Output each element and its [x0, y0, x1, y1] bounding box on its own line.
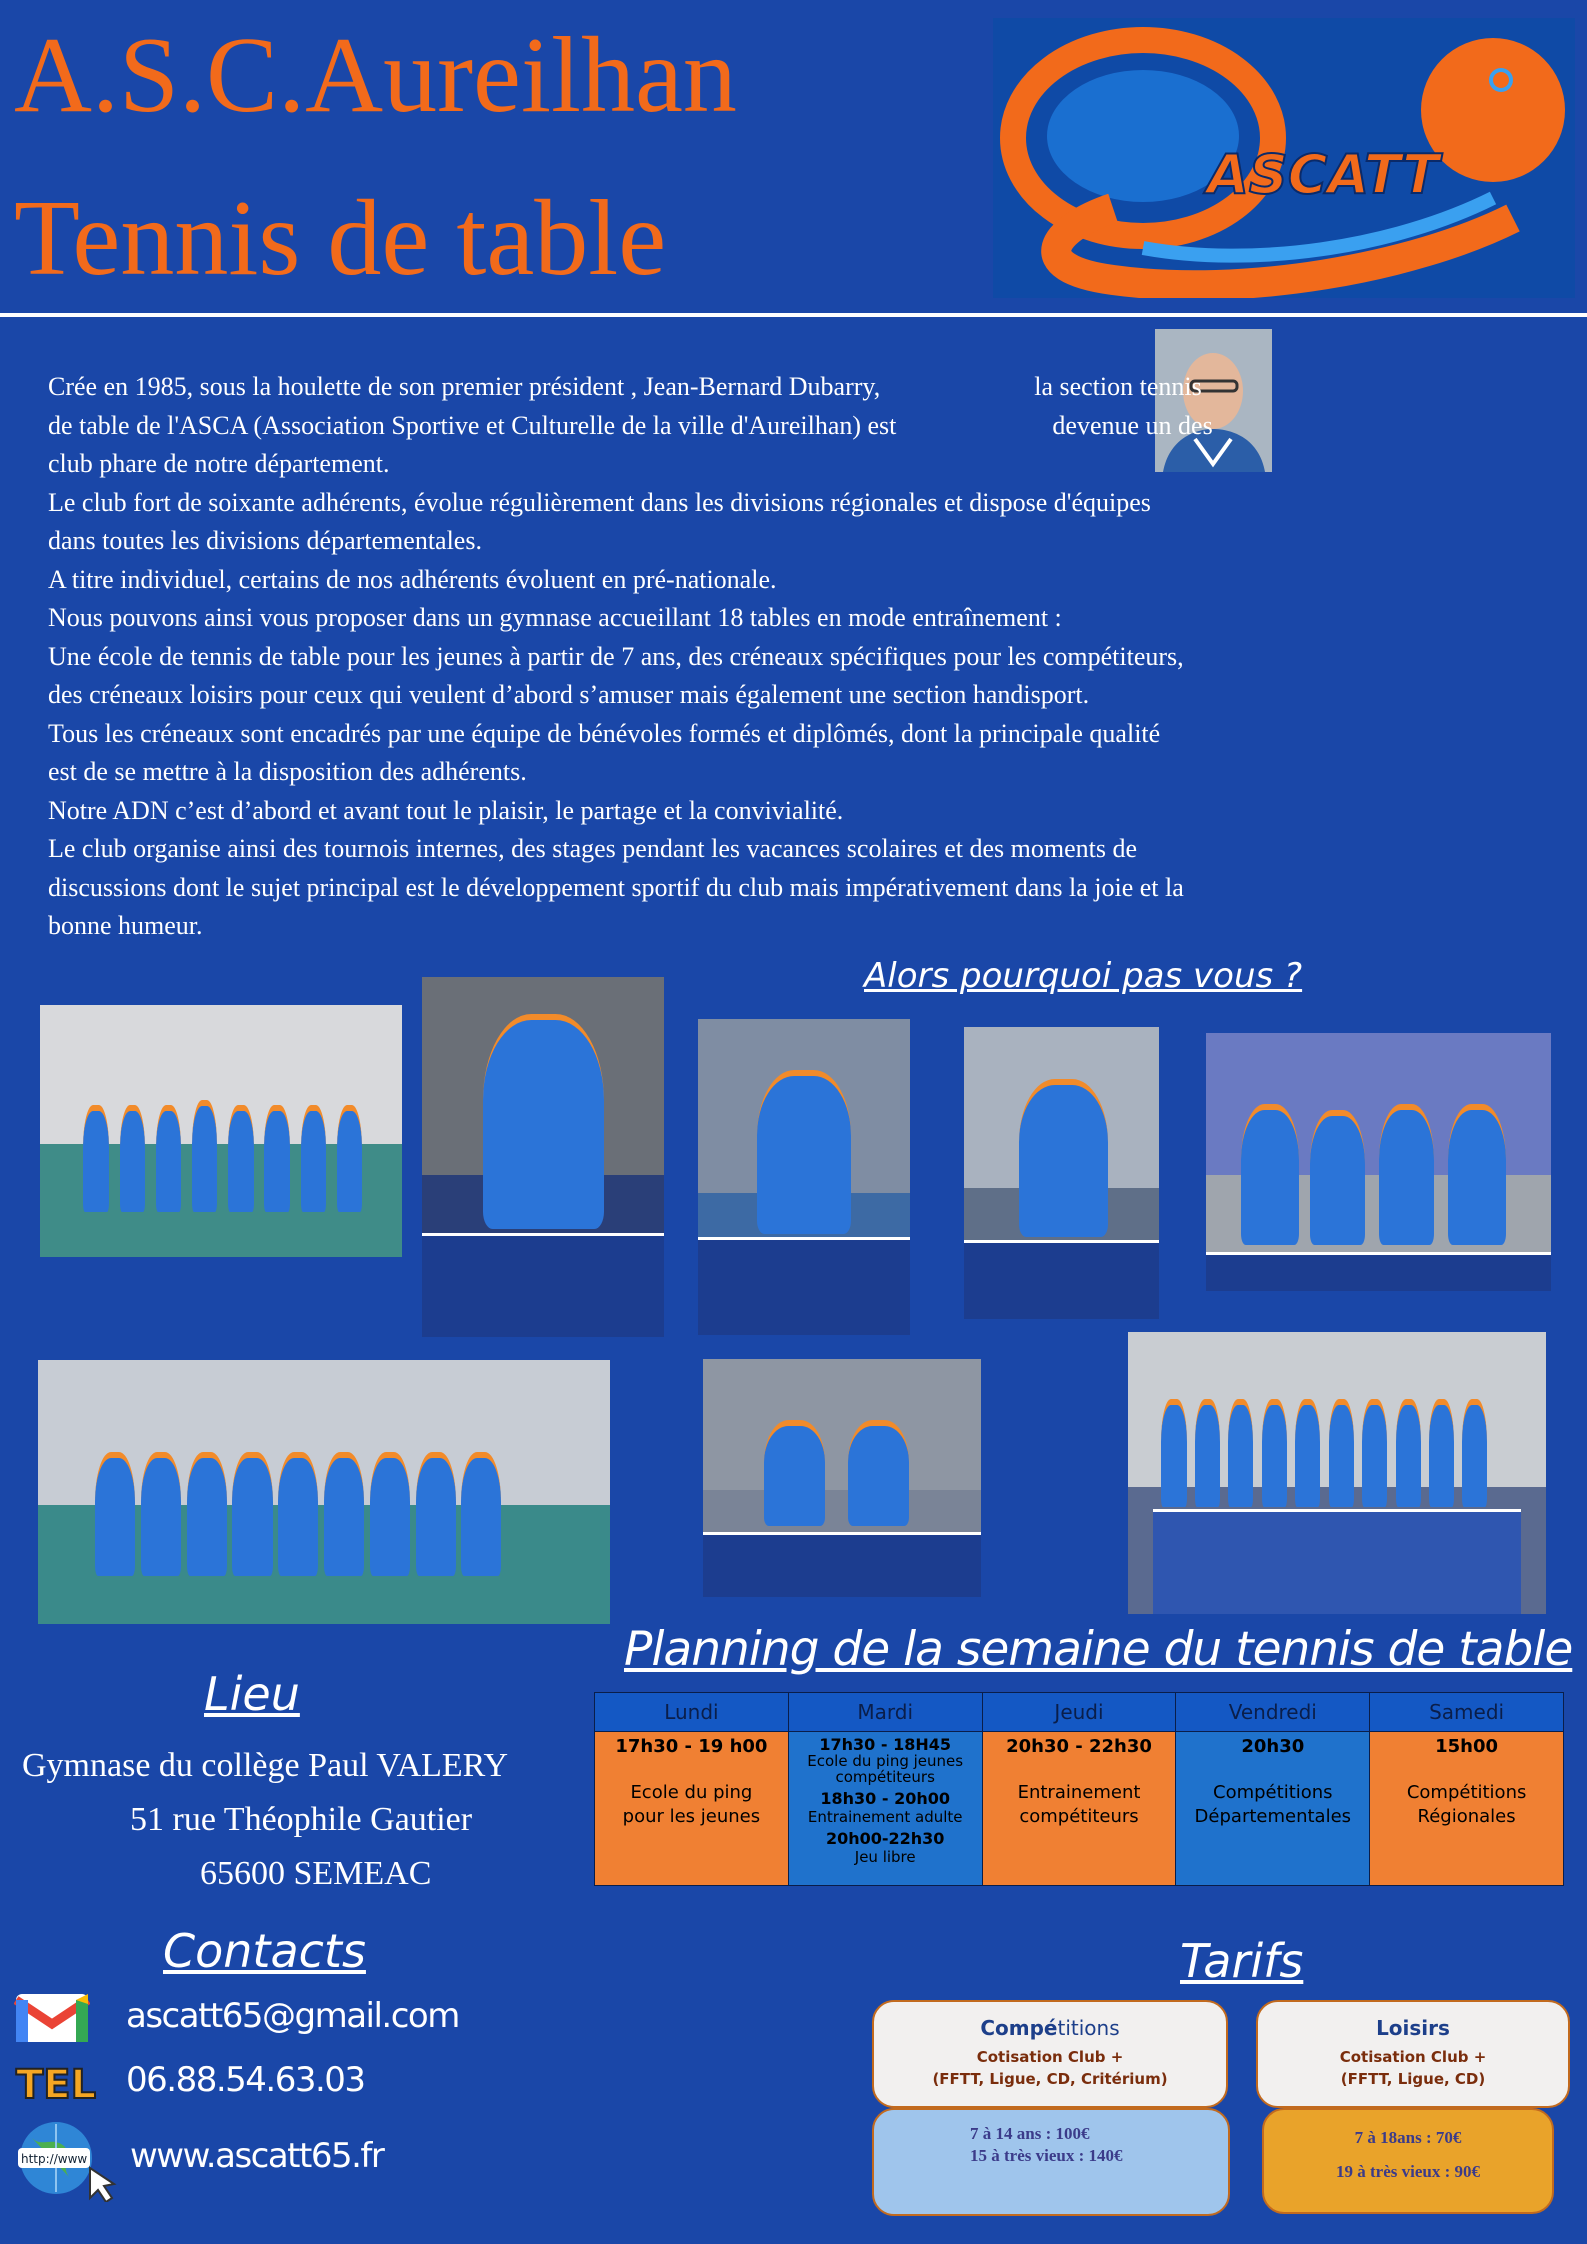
- club-presentation: [48, 368, 1553, 946]
- young-player-photo: [698, 1019, 910, 1335]
- schedule-cell-samedi: 15h00 Compétitions Régionales: [1370, 1732, 1564, 1886]
- intro-line: Le club organise ainsi des tournois internes, des stages pendant les vacances scolaires et des moments de: [48, 834, 1138, 863]
- website-link[interactable]: www.ascatt65.fr: [130, 2136, 384, 2176]
- intro-line: club phare de notre département.: [48, 449, 390, 478]
- handisport-photo: [703, 1359, 981, 1597]
- tarifs-heading: Tarifs: [1180, 1934, 1304, 1988]
- youth-school-photo: [1128, 1332, 1546, 1614]
- intro-line: bonne humeur.: [48, 911, 203, 940]
- title-section-name: Tennis de table: [14, 179, 667, 298]
- schedule-cell-mardi: 17h30 - 18H45 Ecole du ping jeunes compétiteurs 18h30 - 20h00 Entrainement adulte 20h00-22h30 Jeu libre: [788, 1732, 982, 1886]
- competitions-prices: 7 à 14 ans : 100€ 15 à très vieux : 140€: [872, 2108, 1230, 2216]
- header-divider: [0, 313, 1587, 317]
- junior-player-photo: [964, 1027, 1159, 1319]
- schedule-cell-jeudi: 20h30 - 22h30 Entrainement compétiteurs: [982, 1732, 1176, 1886]
- tel-icon-text: TEL: [16, 2062, 97, 2106]
- player-photo: [422, 977, 664, 1337]
- address-city: 65600 SEMEAC: [200, 1855, 432, 1892]
- email-link[interactable]: ascatt65@gmail.com: [126, 1996, 459, 2036]
- address-venue: Gymnase du collège Paul VALERY: [22, 1747, 509, 1784]
- gmail-icon: [14, 1990, 90, 2044]
- competitions-card-header: Compétitions Cotisation Club + (FFTT, Ligue, CD, Critérium): [872, 2000, 1228, 2108]
- intro-line: Nous pouvons ainsi vous proposer dans un gymnase accueillant 18 tables en mode entraînement :: [48, 603, 1062, 632]
- loisirs-prices: 7 à 18ans : 70€ 19 à très vieux : 90€: [1262, 2108, 1554, 2214]
- url-icon-text: http://www: [21, 2152, 88, 2166]
- title-club-name: A.S.C.Aureilhan: [14, 16, 737, 135]
- weekly-schedule: [594, 1692, 1564, 1886]
- planning-heading: Planning de la semaine du tennis de table: [624, 1622, 1573, 1677]
- intro-line: est de se mettre à la disposition des adhérents.: [48, 757, 527, 786]
- intro-line: dans toutes les divisions départementales.: [48, 526, 482, 555]
- team-photo: [40, 1005, 402, 1257]
- day-header: Jeudi: [982, 1693, 1176, 1732]
- intro-line: devenue un des: [1052, 410, 1213, 440]
- phone-number[interactable]: 06.88.54.63.03: [126, 2060, 365, 2100]
- day-header: Lundi: [595, 1693, 789, 1732]
- intro-line: Le club fort de soixante adhérents, évolue régulièrement dans les divisions régionales et dispose d'équipes: [48, 487, 1151, 517]
- why-not-you-heading: Alors pourquoi pas vous ?: [864, 956, 1303, 996]
- logo-text: ASCATT: [1207, 143, 1439, 206]
- day-header: Samedi: [1370, 1693, 1564, 1732]
- intro-line: Notre ADN c’est d’abord et avant tout le plaisir, le partage et la convivialité.: [48, 795, 844, 825]
- schedule-cell-vendredi: 20h30 Compétitions Départementales: [1176, 1732, 1370, 1886]
- loisirs-card-header: Loisirs Cotisation Club + (FFTT, Ligue, CD): [1256, 2000, 1570, 2108]
- contacts-heading: Contacts: [163, 1924, 366, 1978]
- intro-line: Crée en 1985, sous la houlette de son premier président , Jean-Bernard Dubarry,: [48, 372, 881, 401]
- day-header: Mardi: [788, 1693, 982, 1732]
- intro-line: Une école de tennis de table pour les jeunes à partir de 7 ans, des créneaux spécifiques pour les compétiteurs,: [48, 641, 1184, 671]
- veterans-photo: [1206, 1033, 1551, 1291]
- adult-teams-photo: [38, 1360, 610, 1624]
- intro-line: discussions dont le sujet principal est le développement sportif du club mais impérativement dans la joie et la: [48, 872, 1184, 902]
- club-logo: [993, 18, 1575, 298]
- intro-line: des créneaux loisirs pour ceux qui veulent d’abord s’amuser mais également une section handisport.: [48, 680, 1090, 709]
- address-street: 51 rue Théophile Gautier: [130, 1801, 473, 1838]
- intro-line: A titre individuel, certains de nos adhérents évoluent en pré-nationale.: [48, 564, 777, 594]
- day-header: Vendredi: [1176, 1693, 1370, 1732]
- phone-icon: [12, 2058, 102, 2106]
- lieu-heading: Lieu: [204, 1667, 300, 1721]
- intro-line: Tous les créneaux sont encadrés par une équipe de bénévoles formés et diplômés, dont la principale qualité: [48, 718, 1161, 748]
- schedule-cell-lundi: 17h30 - 19 h00 Ecole du ping pour les jeunes: [595, 1732, 789, 1886]
- globe-icon: [12, 2118, 122, 2202]
- intro-line: de table de l'ASCA (Association Sportive et Culturelle de la ville d'Aureilhan) est: [48, 410, 897, 440]
- intro-line: la section tennis: [1034, 372, 1202, 401]
